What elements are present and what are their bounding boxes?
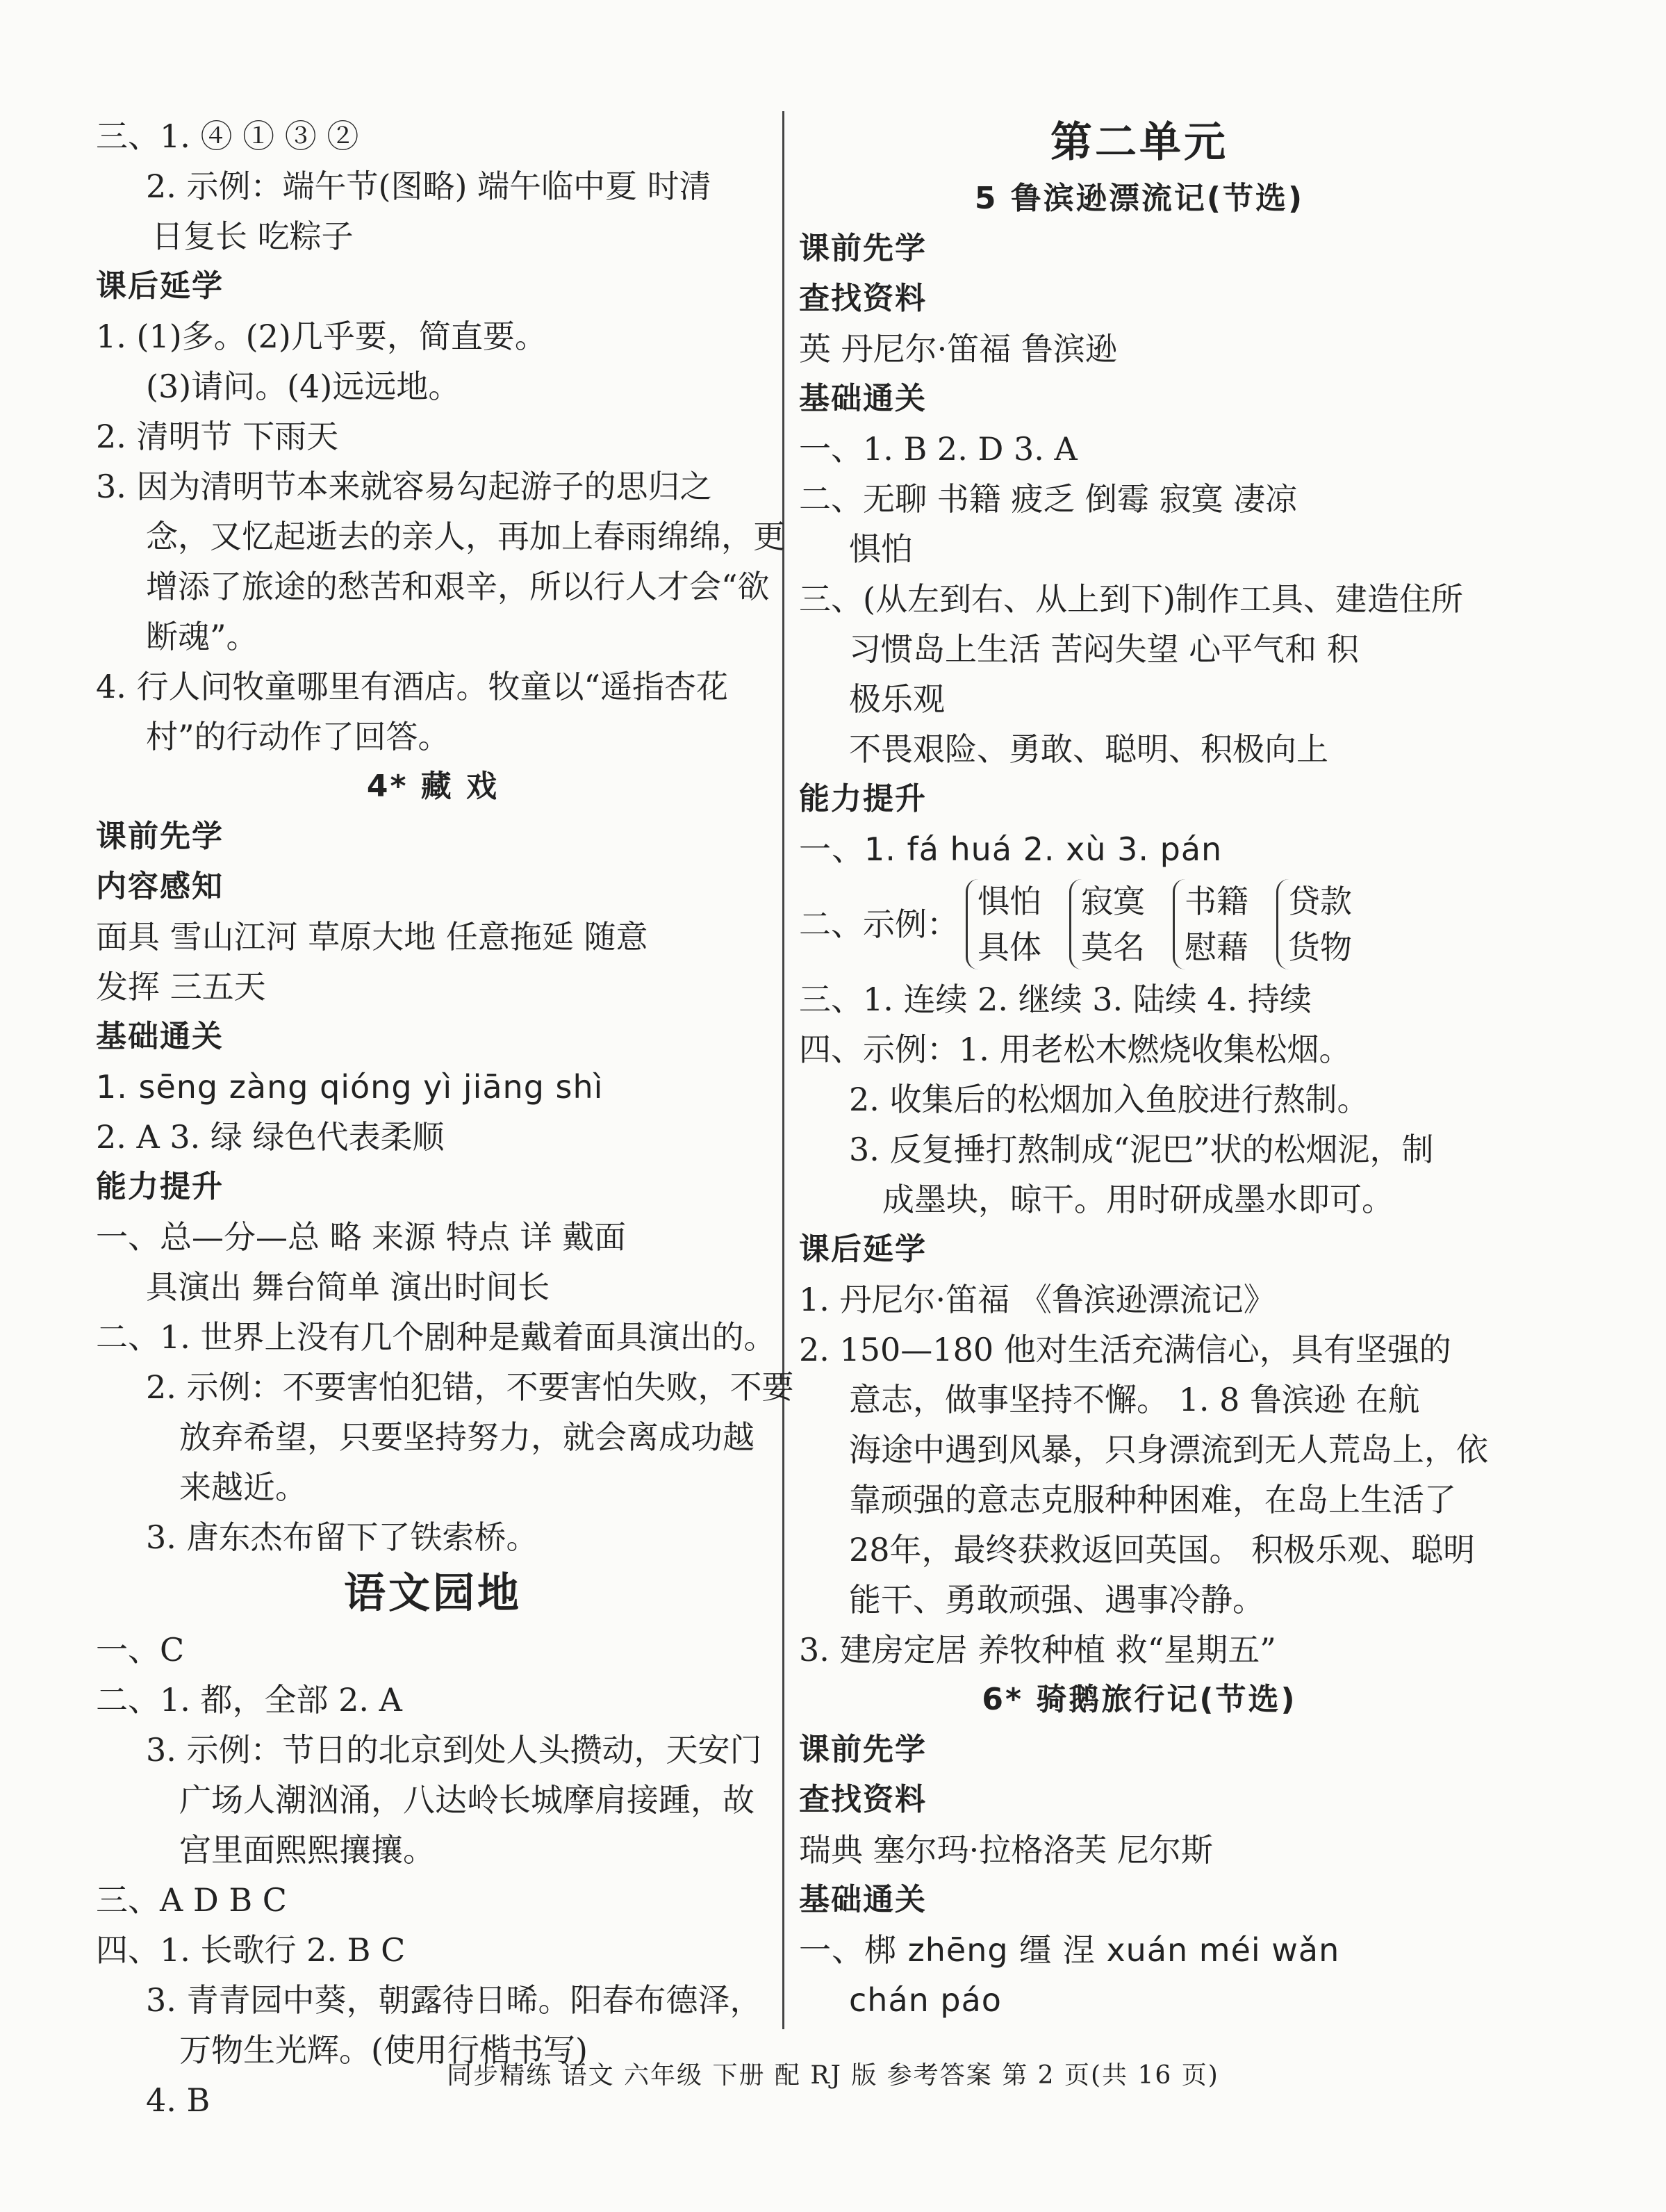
answer-line: 发挥 三五天 xyxy=(96,968,266,1006)
section-heading: 基础通关 xyxy=(96,1019,224,1054)
right-column xyxy=(799,111,1488,2025)
answer-line: 一、总—分—总 略 来源 特点 详 戴面 xyxy=(96,1218,627,1256)
answer-line: 二、无聊 书籍 疲乏 倒霉 寂寞 凄凉 xyxy=(799,480,1298,518)
answer-line: 意志，做事坚持不懈。 1. 8 鲁滨逊 在航 xyxy=(849,1381,1420,1418)
answer-line: 2. A 3. 绿 绿色代表柔顺 xyxy=(96,1118,445,1156)
answer-line: 2. 示例：不要害怕犯错，不要害怕失败，不要 xyxy=(146,1368,794,1406)
answer-line: 海途中遇到风暴，只身漂流到无人荒岛上，依 xyxy=(849,1431,1488,1468)
answer-line: 增添了旅途的愁苦和艰辛，所以行人才会“欲 xyxy=(146,568,770,605)
answer-line: 瑞典 塞尔玛·拉格洛芙 尼尔斯 xyxy=(799,1831,1213,1869)
section-heading: 课前先学 xyxy=(799,231,927,266)
answer-line: 3. 示例：节日的北京到处人头攒动，天安门 xyxy=(146,1731,762,1769)
answer-line: 一、1. B 2. D 3. A xyxy=(799,430,1078,468)
answer-line: 惧怕 xyxy=(849,530,913,568)
section-heading: 课前先学 xyxy=(799,1732,927,1767)
answer-line: 2. 示例：端午节(图略) 端午临中夏 时清 xyxy=(146,167,711,205)
answer-line: 三、A D B C xyxy=(96,1881,287,1919)
section-title: 语文园地 xyxy=(344,1569,522,1618)
unit-title: 第二单元 xyxy=(1050,118,1228,167)
word-pair xyxy=(1173,879,1248,969)
word: 莫名 xyxy=(1081,928,1145,966)
answer-line: 宫里面熙熙攘攘。 xyxy=(179,1831,435,1869)
answer-line: 4. 行人问牧童哪里有酒店。牧童以“遥指杏花 xyxy=(96,668,729,705)
answer-line: 2. 收集后的松烟加入鱼胶进行熬制。 xyxy=(849,1081,1369,1118)
word-pair xyxy=(966,879,1041,969)
answer-line: 能干、勇敢顽强、遇事冷静。 xyxy=(849,1581,1264,1619)
section-heading: 课前先学 xyxy=(96,819,224,854)
answer-line: 面具 雪山江河 草原大地 任意拖延 随意 xyxy=(96,918,648,956)
lesson-title: 4* 藏 戏 xyxy=(366,769,500,804)
answer-line: 村”的行动作了回答。 xyxy=(146,718,450,755)
answer-line: 三、(从左到右、从上到下)制作工具、建造住所 xyxy=(799,580,1463,618)
word-pair xyxy=(1069,879,1145,969)
answer-line: 2. 清明节 下雨天 xyxy=(96,418,339,455)
answer-line: 3. 青青园中葵，朝露待日晞。阳春布德泽， xyxy=(146,1981,762,2019)
section-heading: 能力提升 xyxy=(799,781,927,817)
section-heading: 课后延学 xyxy=(96,268,224,304)
answer-line: 来越近。 xyxy=(179,1468,307,1506)
answer-line: 三、1. ④ ① ③ ② xyxy=(96,117,359,155)
answer-line: 3. 建房定居 养牧种植 救“星期五” xyxy=(799,1631,1276,1669)
answer-line: 成墨块，晾干。用时研成墨水即可。 xyxy=(882,1181,1394,1218)
answer-line: 不畏艰险、勇敢、聪明、积极向上 xyxy=(849,730,1328,768)
answer-line: 三、1. 连续 2. 继续 3. 陆续 4. 持续 xyxy=(799,981,1312,1018)
answer-line: chán páo xyxy=(849,1981,1002,2019)
answer-line: 2. 150—180 他对生活充满信心，具有坚强的 xyxy=(799,1331,1451,1368)
answer-line: 极乐观 xyxy=(849,680,945,718)
lesson-title: 5 鲁滨逊漂流记(节选) xyxy=(974,181,1305,216)
section-heading: 基础通关 xyxy=(799,381,927,416)
page-footer: 同步精练 语文 六年级 下册 配 RJ 版 参考答案 第 2 页(共 16 页) xyxy=(447,2061,1219,2090)
word: 慰藉 xyxy=(1185,928,1248,966)
word: 货物 xyxy=(1288,928,1352,966)
answer-line: 一、C xyxy=(96,1631,185,1669)
answer-line: 1. sēng zàng qióng yì jiāng shì xyxy=(96,1068,604,1106)
answer-line: 1. 丹尼尔·笛福 《鲁滨逊漂流记》 xyxy=(799,1281,1276,1318)
word-pair-groups xyxy=(799,874,1480,974)
answer-line: 靠顽强的意志克服种种困难，在岛上生活了 xyxy=(849,1481,1456,1518)
section-heading: 课后延学 xyxy=(799,1231,927,1267)
left-column xyxy=(96,111,794,2125)
word: 具体 xyxy=(978,928,1041,966)
answer-line: 1. (1)多。(2)几乎要，简直要。 xyxy=(96,318,547,355)
column-divider xyxy=(782,111,784,2029)
section-heading: 查找资料 xyxy=(799,1782,927,1817)
section-heading: 查找资料 xyxy=(799,281,927,316)
answer-line: 一、1. fá huá 2. xù 3. pán xyxy=(799,830,1223,868)
answer-line: 28年，最终获救返回英国。 积极乐观、聪明 xyxy=(849,1531,1476,1568)
answer-line: 3. 反复捶打熬制成“泥巴”状的松烟泥，制 xyxy=(849,1131,1434,1168)
answer-line: 二、1. 都，全部 2. A xyxy=(96,1681,402,1719)
word-pair xyxy=(1276,879,1352,969)
word: 书籍 xyxy=(1185,883,1248,920)
section-heading: 内容感知 xyxy=(96,869,224,904)
answer-line: (3)请问。(4)远远地。 xyxy=(146,368,461,405)
answer-line: 万物生光辉。(使用行楷书写) xyxy=(179,2031,588,2069)
word: 寂寞 xyxy=(1081,883,1145,920)
answer-line: 习惯岛上生活 苦闷失望 心平气和 积 xyxy=(849,630,1359,668)
answer-line: 断魂”。 xyxy=(146,618,258,655)
word: 贷款 xyxy=(1288,883,1352,920)
answer-line: 英 丹尼尔·笛福 鲁滨逊 xyxy=(799,330,1117,368)
section-heading: 基础通关 xyxy=(799,1882,927,1917)
word: 惧怕 xyxy=(978,883,1041,920)
answer-line: 念，又忆起逝去的亲人，再加上春雨绵绵，更 xyxy=(146,518,785,555)
answer-line: 一、梆 zhēng 缰 涅 xuán méi wǎn xyxy=(799,1931,1340,1969)
answer-line: 3. 唐东杰布留下了铁索桥。 xyxy=(146,1518,538,1556)
answer-line: 四、1. 长歌行 2. B C xyxy=(96,1931,406,1969)
lesson-title: 6* 骑鹅旅行记(节选) xyxy=(982,1682,1297,1717)
answer-line: 日复长 吃粽子 xyxy=(151,218,354,255)
answer-label: 二、示例： xyxy=(799,906,959,943)
answer-line: 3. 因为清明节本来就容易勾起游子的思归之 xyxy=(96,468,712,505)
section-heading: 能力提升 xyxy=(96,1169,224,1204)
answer-line: 广场人潮汹涌，八达岭长城摩肩接踵，故 xyxy=(179,1781,754,1819)
answer-line: 二、1. 世界上没有几个剧种是戴着面具演出的。 xyxy=(96,1318,776,1356)
answer-line: 4. B xyxy=(146,2081,211,2119)
answer-line: 具演出 舞台简单 演出时间长 xyxy=(146,1268,550,1306)
answer-line: 放弃希望，只要坚持努力，就会离成功越 xyxy=(179,1418,754,1456)
answer-line: 四、示例：1. 用老松木燃烧收集松烟。 xyxy=(799,1031,1351,1068)
